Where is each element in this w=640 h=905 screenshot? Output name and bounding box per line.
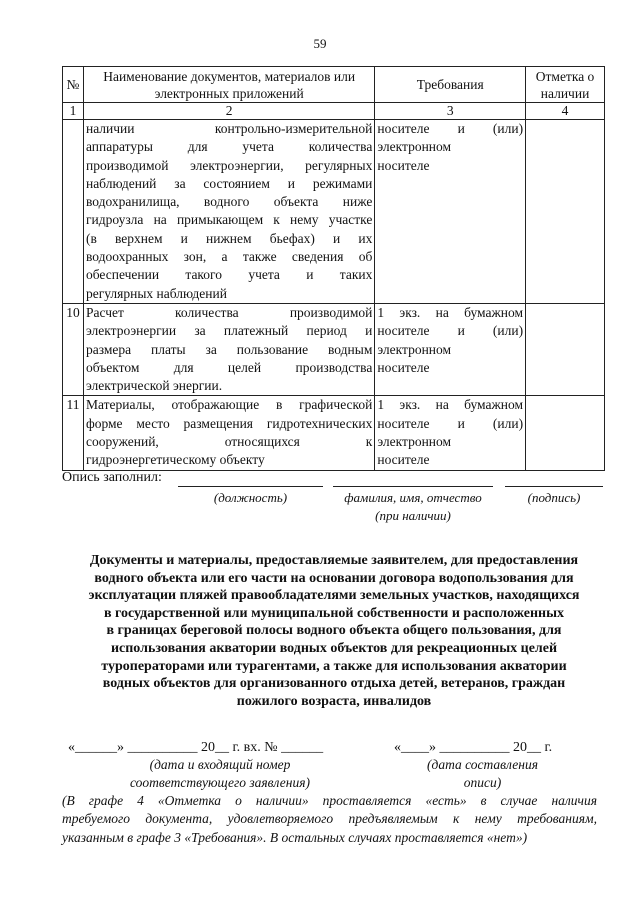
section-heading <box>56 552 612 710</box>
text-line: электроэнергии за платежный период и <box>85 323 373 339</box>
text-line: аппаратуры для учета количества <box>85 139 373 155</box>
requirement <box>375 396 526 470</box>
text-line: гидроэнергетическому объекту <box>85 452 265 468</box>
header-number: № <box>63 67 84 103</box>
availability-mark <box>526 303 605 395</box>
column-number: 1 <box>63 103 84 120</box>
column-number: 4 <box>526 103 605 120</box>
heading-line: эксплуатации пляжей правообладателями земельных участков, находящихся <box>88 588 580 604</box>
heading-line: Документы и материалы, предоставляемые заявителем, для предоставления <box>89 553 579 568</box>
column-number: 2 <box>83 103 374 120</box>
text-line: носителе <box>377 359 430 375</box>
document-name <box>83 396 374 470</box>
column-numbers-row <box>63 103 605 120</box>
filled-by-label: Опись заполнил: <box>62 470 162 485</box>
text-line: носителе и (или) <box>377 323 524 339</box>
text-line: (в верхнем и нижнем бьефах) и их <box>85 230 373 246</box>
heading-line: туроператорами или турагентами, а также для использования акватории <box>101 658 567 674</box>
row-number <box>63 120 84 304</box>
heading-line: водных объектов для организованного отдыха детей, ветеранов, граждан <box>102 676 566 692</box>
header-mark: Отметка о наличии <box>526 67 605 103</box>
text-line: Расчет количества производимой <box>85 304 373 320</box>
name-line <box>333 486 493 487</box>
text-line: размера платы за пользование водным <box>85 341 373 357</box>
header-requirements: Требования <box>375 67 526 103</box>
position-line <box>178 486 323 487</box>
text-line: 1 экз. на бумажном <box>377 304 524 320</box>
text-line: гидроузла на примыкающем к нему участке <box>85 212 373 228</box>
text-line: носителе <box>377 452 430 468</box>
text-line: 1 экз. на бумажном <box>377 397 524 413</box>
incoming-date-number: «______» __________ 20__ г. вх. № ______ <box>68 740 324 755</box>
text-line: объектом для целей производства <box>85 359 373 375</box>
instruction-note <box>62 792 597 847</box>
text-line: электронном <box>377 139 452 155</box>
document-name <box>83 120 374 304</box>
text-line: наличии контрольно-измерительной <box>85 121 373 136</box>
text-line: носителе и (или) <box>377 415 524 431</box>
row-number: 10 <box>63 303 84 395</box>
signature-caption: (подпись) <box>527 490 581 505</box>
note-line: требуемого документа, удовлетворяемого предъявляемым к нему требованиям, <box>62 811 597 827</box>
text-line: обеспечении такого учета и таких <box>85 267 373 283</box>
heading-line: водного объекта или его части на основании договора водопользования для <box>94 570 574 586</box>
compilation-date-caption: описи) <box>463 775 502 790</box>
position-caption: (должность) <box>213 490 288 505</box>
availability-mark <box>526 120 605 304</box>
name-caption: фамилия, имя, отчество <box>344 490 482 505</box>
text-line: водоохранных зон, а также сведения об <box>85 249 373 265</box>
compilation-date-caption: (дата составления <box>427 757 538 772</box>
text-line: электронном <box>377 341 452 357</box>
text-line: электронном <box>377 434 452 450</box>
table-row <box>63 396 605 470</box>
documents-table <box>62 66 605 471</box>
heading-line: в государственной или муниципальной собственности и расположенных <box>103 605 565 621</box>
table-row <box>63 303 605 395</box>
text-line: носителе и (или) <box>377 121 524 136</box>
name-caption-note: (при наличии) <box>375 508 451 523</box>
text-line: регулярных наблюдений <box>85 285 227 301</box>
text-line: наблюдений за состоянием и режимами <box>85 175 373 191</box>
incoming-date-caption: соответствующего заявления) <box>130 775 310 790</box>
heading-line: пожилого возраста, инвалидов <box>236 693 432 709</box>
requirement <box>375 303 526 395</box>
availability-mark <box>526 396 605 470</box>
text-line: производимой электроэнергии, регулярных <box>85 157 373 173</box>
row-number: 11 <box>63 396 84 470</box>
header-name: Наименование документов, материалов или электронных приложений <box>83 67 374 103</box>
text-line: водохранилища, водного объекта ниже <box>85 194 373 210</box>
text-line: форме место размещения гидротехнических <box>85 415 373 431</box>
document-name <box>83 303 374 395</box>
page-number: 59 <box>313 36 327 51</box>
text-line: носителе <box>377 157 430 173</box>
requirement <box>375 120 526 304</box>
table-header-row <box>63 67 605 103</box>
heading-line: использования акватории водных объектов для рекреационных целей <box>110 640 558 656</box>
incoming-date-caption: (дата и входящий номер <box>149 757 291 772</box>
text-line: электрической энергии. <box>85 378 223 394</box>
compilation-date: «____» __________ 20__ г. <box>394 740 553 755</box>
column-number: 3 <box>375 103 526 120</box>
table-row <box>63 120 605 304</box>
text-line: Материалы, отображающие в графической <box>85 397 373 413</box>
note-line: указанным в графе 3 «Требования». В остальных случаях проставляется «нет») <box>62 829 528 845</box>
signature-line <box>505 486 603 487</box>
note-line: (В графе 4 «Отметка о наличии» проставляется «есть» в случае наличия <box>62 793 597 808</box>
heading-line: в границах береговой полосы водного объекта общего пользования, для <box>106 623 562 639</box>
text-line: сооружений, относящихся к <box>85 434 373 450</box>
